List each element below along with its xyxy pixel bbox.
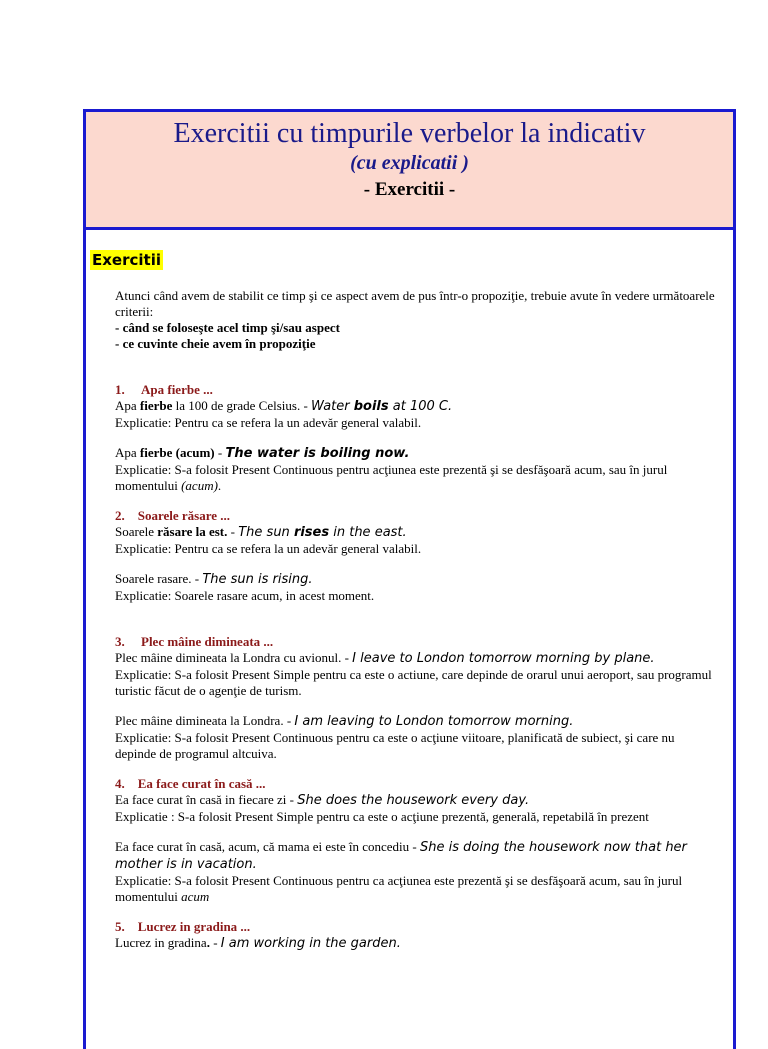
example-sentence: Plec mâine dimineata la Londra. - I am leaving to London tomorrow morning. (115, 713, 574, 729)
item-heading: 4. Ea face curat în casă ... (115, 776, 266, 791)
explanation: Explicatie: Pentru ca se refera la un adevăr general valabil. (115, 541, 422, 556)
example-sentence: Lucrez in gradina. - I am working in the garden. (115, 935, 401, 951)
explanation: Explicatie: Pentru ca se refera la un adevăr general valabil. (115, 415, 422, 430)
example-sentence: Ea face curat în casă, acum, că mama ei este în concediu - She is doing the housework now that her mother is in vacation. (115, 839, 687, 872)
intro-text: Atunci când avem de stabilit ce timp şi ce aspect avem de pus într-o propoziţie, trebuie avute în vedere următoarele criterii: (115, 288, 715, 319)
item-heading: 3. Plec mâine dimineata ... (115, 634, 274, 649)
example-sentence: Plec mâine dimineata la Londra cu avionul. - I leave to London tomorrow morning by plane. (115, 650, 655, 666)
page-subtitle-exercitii: - Exercitii - (363, 179, 456, 200)
item-number: 1. (115, 382, 125, 397)
explanation: Explicatie: S-a folosit Present Continuous pentru ca acţiunea este prezentă şi se desfăşoară acum, sau în jurul momentului acum (115, 873, 683, 904)
example-sentence: Apa fierbe la 100 de grade Celsius. - Water boils at 100 C. (115, 398, 453, 414)
explanation: Explicatie: S-a folosit Present Simple pentru ca este o actiune, care depinde de orarul unui aeroport, sau programul turistic făcut de o agenţie de turism. (115, 667, 712, 698)
page-subtitle: (cu explicatii ) (350, 152, 469, 174)
explanation: Explicatie: Soarele rasare acum, in acest moment. (115, 588, 375, 603)
item-title: Apa fierbe ... (141, 382, 213, 397)
section-label: Exercitii (92, 251, 161, 269)
item-heading (115, 382, 715, 398)
item-heading: 2. Soarele răsare ... (115, 508, 231, 523)
example-sentence: Ea face curat în casă in fiecare zi - She does the housework every day. (115, 792, 530, 808)
example-sentence: Soarele rasare. - The sun is rising. (115, 571, 313, 587)
criterion-1: - când se foloseşte acel timp şi/sau aspect (115, 320, 340, 335)
example-sentence: Apa fierbe (acum) - The water is boiling now. (115, 445, 410, 461)
content (115, 288, 715, 952)
item-heading: 5. Lucrez in gradina ... (115, 919, 251, 934)
header-box (86, 112, 733, 230)
explanation: Explicatie: S-a folosit Present Continuous pentru acţiunea este prezentă şi se desfăşoară acum, sau în jurul momentului (acum). (115, 462, 668, 493)
criterion-2: - ce cuvinte cheie avem în propoziţie (115, 336, 316, 351)
explanation: Explicatie : S-a folosit Present Simple pentru ca este o acţiune prezentă, generală, repetabilă în prezent (115, 809, 649, 824)
example-sentence: Soarele răsare la est. - The sun rises in the east. (115, 524, 407, 540)
page-title: Exercitii cu timpurile verbelor la indicativ (173, 118, 646, 149)
explanation: Explicatie: S-a folosit Present Continuous pentru ca este o acţiune viitoare, planificată de subiect, şi care nu depinde de programul altcuiva. (115, 730, 675, 761)
